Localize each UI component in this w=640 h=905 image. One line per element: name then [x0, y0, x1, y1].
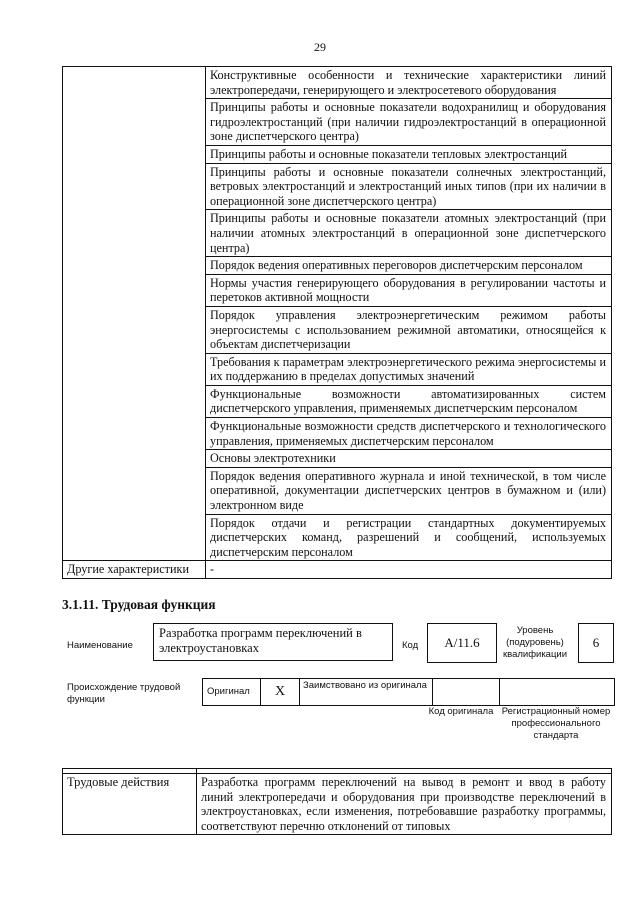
empty-label-cell — [63, 163, 206, 210]
knowledge-item: Порядок ведения оперативных переговоров диспетчерским персоналом — [206, 257, 612, 275]
table-row — [63, 561, 612, 579]
knowledge-item: Принципы работы и основные показатели атомных электростанций (при наличии атомных электростанций в операционной зоне диспетчерского центра) — [206, 210, 612, 257]
knowledge-item: Принципы работы и основные показатели водохранилищ и оборудования гидроэлектростанций (при наличии гидроэлектростанций в операционной зоне диспетчерского центра) — [206, 99, 612, 146]
registration-number-caption: Регистрационный номер профессионального стандарта — [501, 706, 611, 741]
table-row — [63, 257, 612, 275]
knowledge-item: Нормы участия генерирующего оборудования в регулировании частоты и перетоков активной мощности — [206, 274, 612, 306]
labor-actions-table — [62, 768, 612, 835]
knowledge-item: Принципы работы и основные показатели солнечных электростанций, ветровых электростанций и электростанций иных типов (при их наличии в операционной зоне диспетчерского центра) — [206, 163, 612, 210]
table-row — [63, 353, 612, 385]
empty-label-cell — [63, 450, 206, 468]
labor-actions-label: Трудовые действия — [63, 774, 197, 835]
table-row — [63, 774, 612, 835]
original-label: Оригинал — [203, 679, 261, 706]
table-row — [63, 163, 612, 210]
empty-label-cell — [63, 306, 206, 353]
knowledge-item: Функциональные возможности средств диспетчерского и технологического управления, применяемых диспетчерским персоналом — [206, 418, 612, 450]
knowledge-item: Конструктивные особенности и технические характеристики линий электропередачи, генерирующего и электросетевого оборудования — [206, 67, 612, 99]
original-code-caption: Код оригинала — [428, 706, 494, 717]
table-row — [63, 385, 612, 417]
empty-label-cell — [63, 145, 206, 163]
empty-label-cell — [63, 99, 206, 146]
origin-label: Происхождение трудовой функции — [67, 682, 181, 705]
table-row — [63, 418, 612, 450]
borrowed-label: Заимствовано из оригинала — [300, 679, 433, 706]
table-row — [63, 274, 612, 306]
empty-label-cell — [63, 418, 206, 450]
knowledge-table — [62, 66, 612, 579]
empty-label-cell — [63, 210, 206, 257]
empty-label-cell — [63, 514, 206, 561]
page-number: 29 — [314, 40, 326, 54]
table-row — [63, 99, 612, 146]
other-characteristics-value: - — [206, 561, 612, 579]
knowledge-item: Порядок ведения оперативного журнала и иной технической, в том числе оперативной, документации диспетчерских центров в бумажном и (или) электронном виде — [206, 467, 612, 514]
empty-label-cell — [63, 467, 206, 514]
name-label: Наименование — [67, 640, 133, 651]
knowledge-item: Порядок управления электроэнергетическим режимом работы энергосистемы с использованием режимной автоматики, относящейся к объектам диспетчеризации — [206, 306, 612, 353]
empty-label-cell — [63, 67, 206, 99]
knowledge-item: Принципы работы и основные показатели тепловых электростанций — [206, 145, 612, 163]
table-row — [63, 467, 612, 514]
labor-action-item: Разработка программ переключений на вывод в ремонт и ввод в работу линий электропередачи и оборудования при производстве переключений в электроустановках, если изменения, потребовавшие разработку программы, соответствуют перечню отклонений от типовых — [197, 774, 612, 835]
original-mark: X — [261, 679, 300, 706]
empty-label-cell — [63, 257, 206, 275]
other-characteristics-label: Другие характеристики — [63, 561, 206, 579]
table-row — [203, 679, 615, 706]
table-row — [63, 67, 612, 99]
knowledge-item: Основы электротехники — [206, 450, 612, 468]
qualification-level-field: 6 — [578, 623, 614, 663]
origin-table — [202, 678, 615, 706]
original-code-cell — [433, 679, 500, 706]
table-row — [63, 450, 612, 468]
section-title: 3.1.11. Трудовая функция — [62, 597, 216, 612]
table-row — [63, 306, 612, 353]
knowledge-item: Функциональные возможности автоматизированных систем диспетчерского управления, применяемых диспетчерским персоналом — [206, 385, 612, 417]
qualification-level-label: Уровень (подуровень) квалификации — [502, 625, 568, 660]
empty-label-cell — [63, 274, 206, 306]
function-name-field: Разработка программ переключений в электроустановках — [153, 623, 393, 661]
empty-label-cell — [63, 385, 206, 417]
table-row — [63, 514, 612, 561]
registration-number-cell — [500, 679, 615, 706]
knowledge-item: Порядок отдачи и регистрации стандартных документируемых диспетчерских команд, разрешений и сообщений, используемых диспетчерским персоналом — [206, 514, 612, 561]
table-row — [63, 145, 612, 163]
code-label: Код — [402, 640, 419, 651]
function-code-field: A/11.6 — [427, 623, 497, 663]
knowledge-item: Требования к параметрам электроэнергетического режима энергосистемы и их поддержанию в пределах допустимых значений — [206, 353, 612, 385]
table-row — [63, 210, 612, 257]
empty-label-cell — [63, 353, 206, 385]
